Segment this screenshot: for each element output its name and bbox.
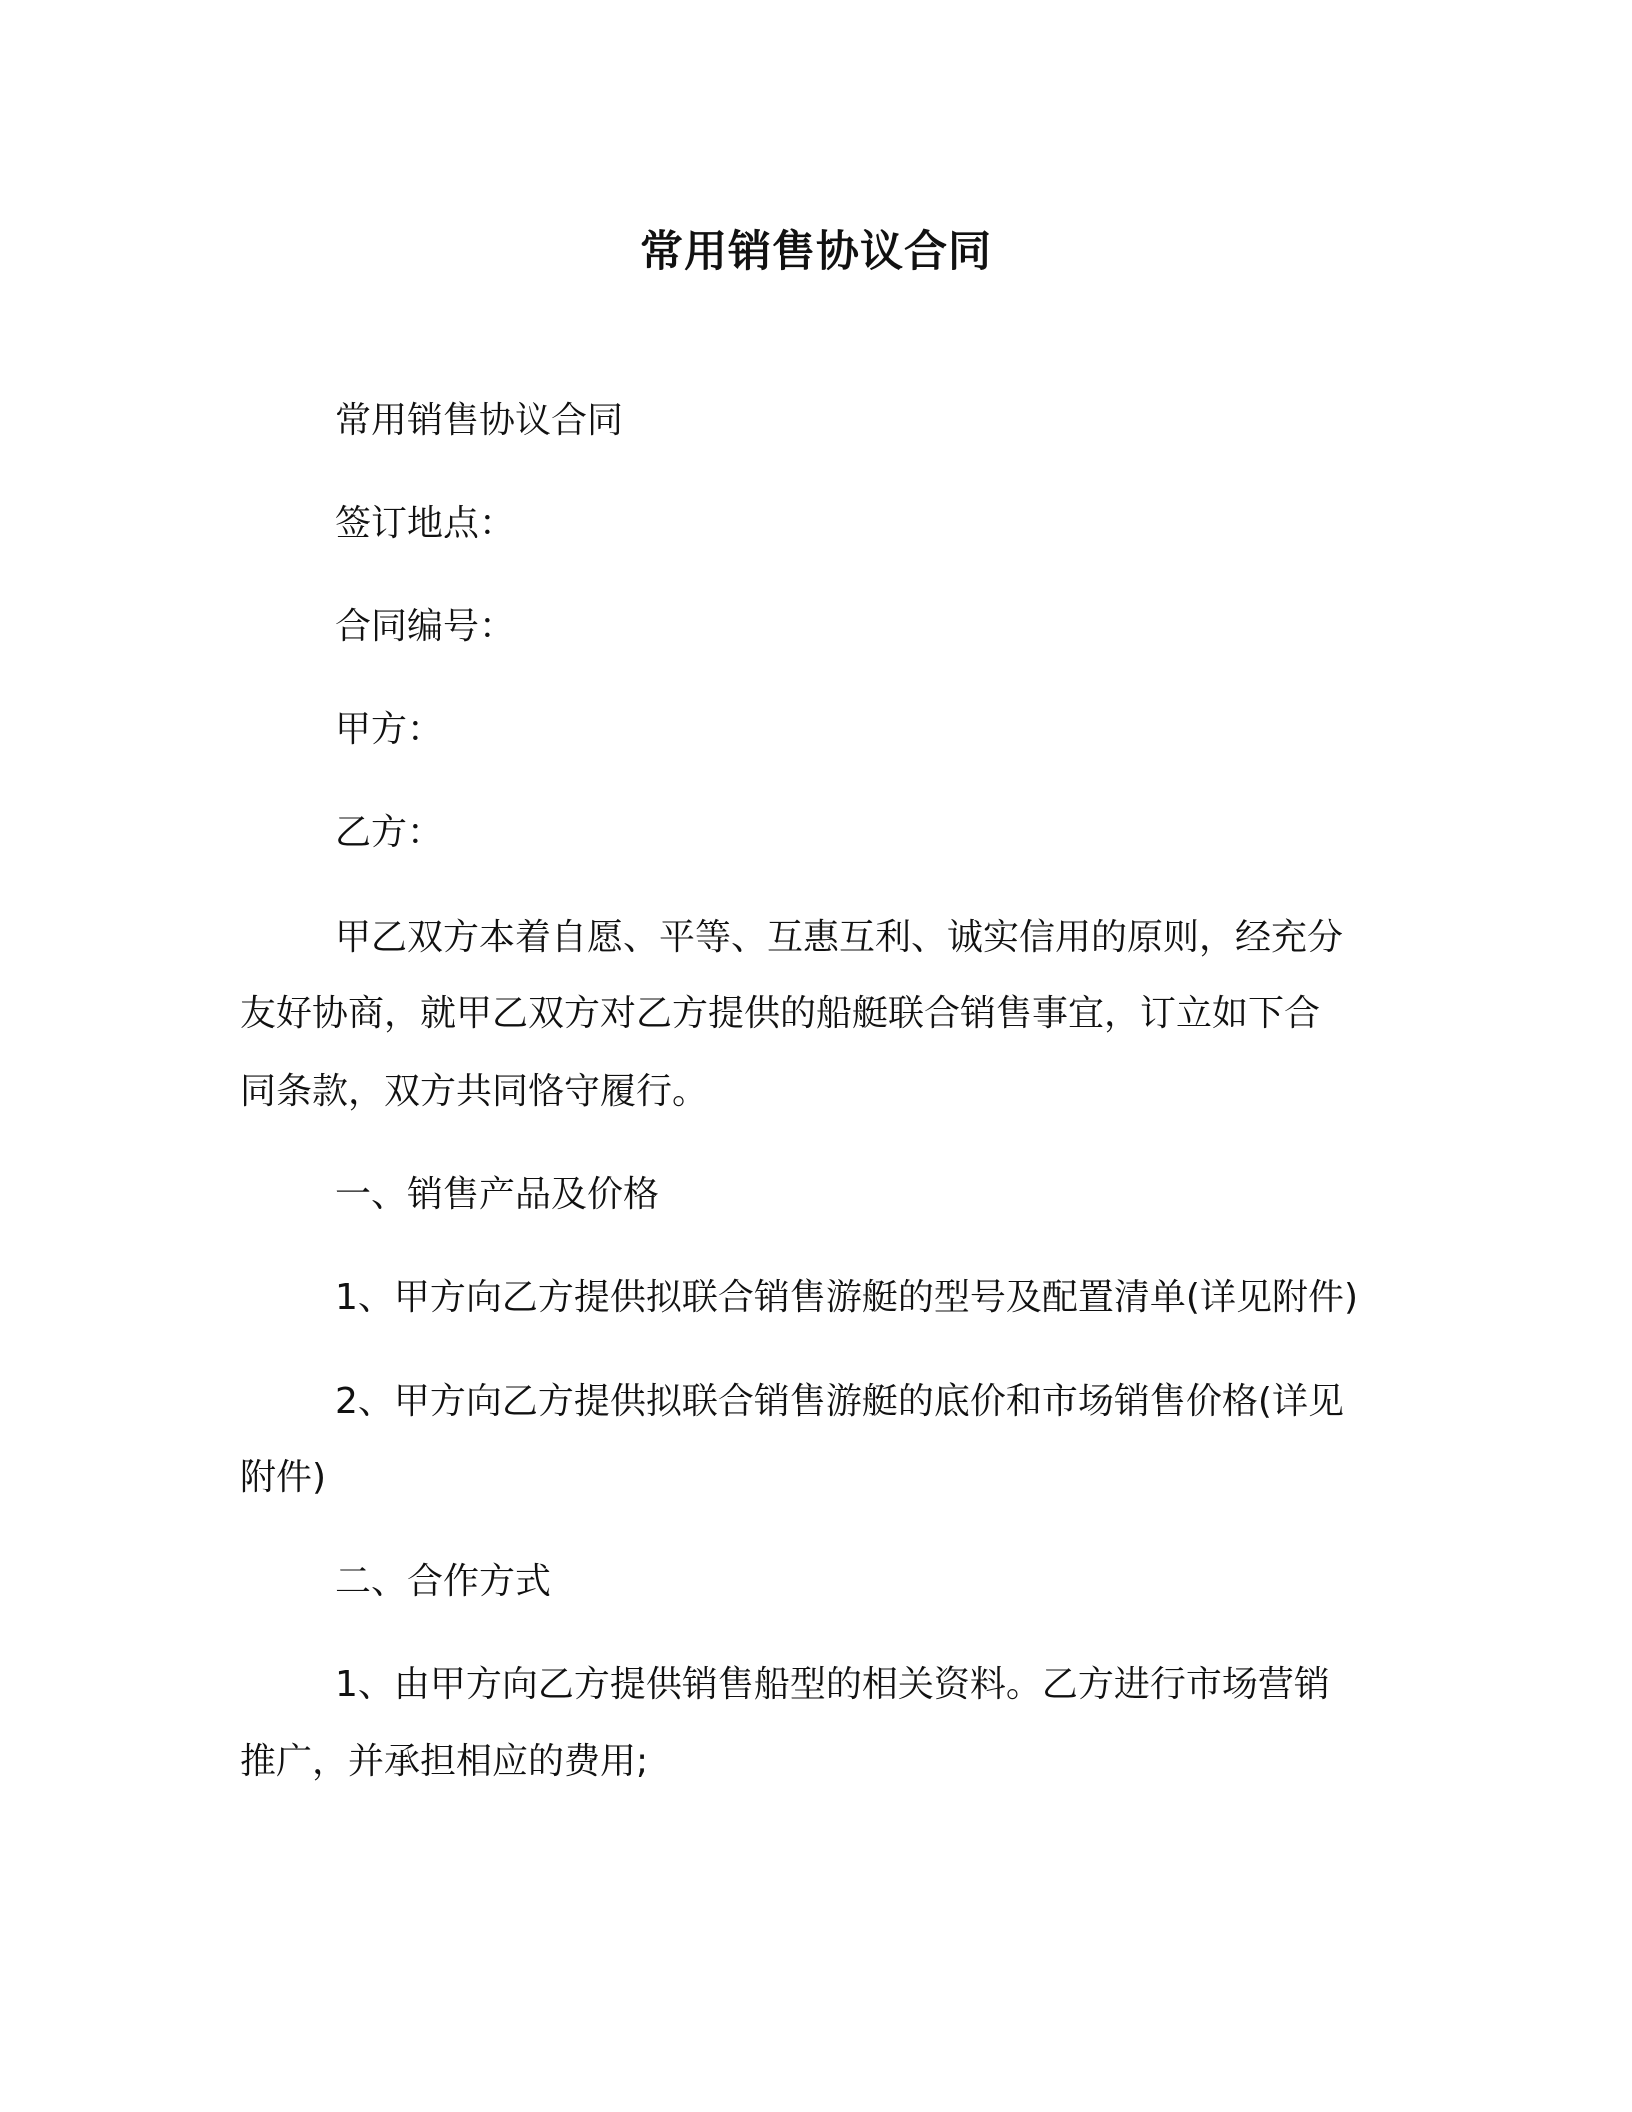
party-b-line: 乙方： [335,812,444,853]
contract-number-line: 合同编号： [335,606,516,647]
section-2-item-1-line-1: 1、由甲方向乙方提供销售船型的相关资料。乙方进行市场营销 [335,1664,1330,1705]
intro-paragraph-line-2: 友好协商，就甲乙双方对乙方提供的船艇联合销售事宜，订立如下合 [240,993,1321,1034]
party-a-line: 甲方： [335,709,444,750]
intro-paragraph-line-3: 同条款，双方共同恪守履行。 [240,1071,709,1112]
section-2-item-1-line-2: 推广，并承担相应的费用; [240,1741,649,1782]
signing-place-line: 签订地点： [335,503,516,544]
subtitle-line: 常用销售协议合同 [335,400,624,441]
intro-paragraph-line-1: 甲乙双方本着自愿、平等、互惠互利、诚实信用的原则，经充分 [335,917,1344,958]
section-1-item-2-line-2: 附件) [240,1457,327,1498]
section-1-heading: 一、销售产品及价格 [335,1174,660,1215]
section-2-heading: 二、合作方式 [335,1561,552,1602]
section-1-item-1: 1、甲方向乙方提供拟联合销售游艇的型号及配置清单(详见附件) [335,1277,1358,1318]
section-1-item-2-line-1: 2、甲方向乙方提供拟联合销售游艇的底价和市场销售价格(详见 [335,1381,1344,1422]
document-title: 常用销售协议合同 [640,227,992,277]
